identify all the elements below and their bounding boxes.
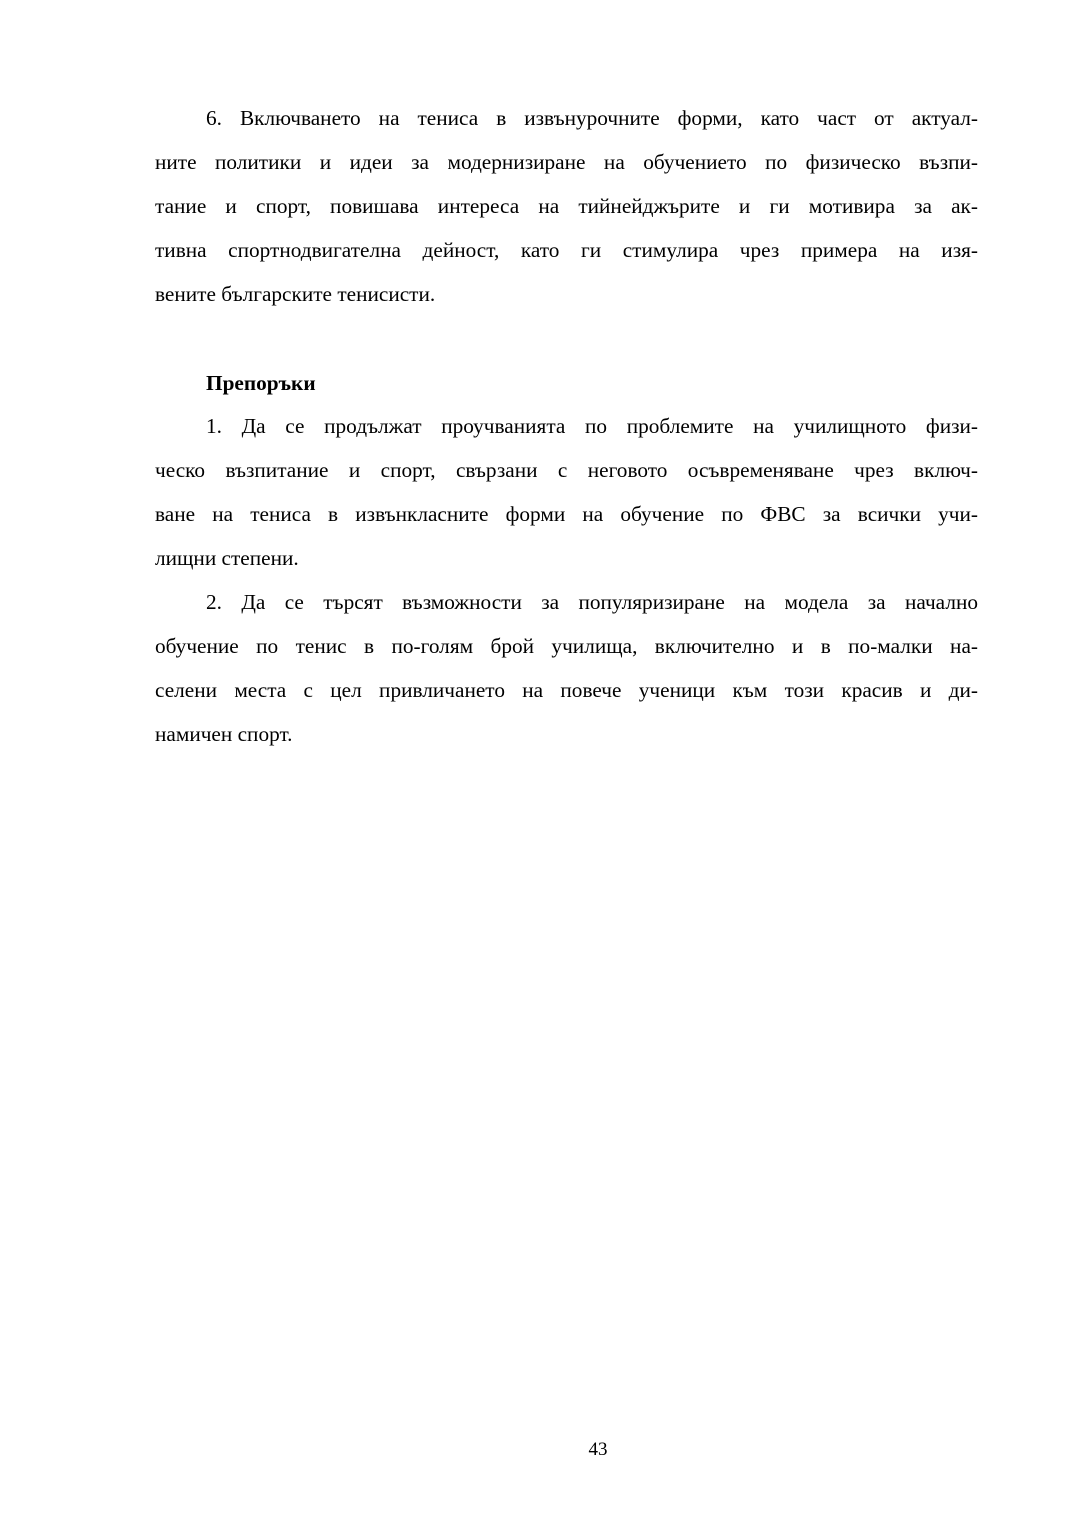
paragraph-line: 1. Да се продължат проучванията по проблемите на училищното физи-: [206, 414, 978, 438]
paragraph-line: ване на тениса в извънкласните форми на обучение по ФВС за всички учи-: [155, 502, 978, 526]
recommendation-item-1: [155, 404, 978, 580]
paragraph-conclusion-6: [155, 96, 978, 316]
paragraph-line: 2. Да се търсят възможности за популяризиране на модела за начално: [206, 590, 978, 614]
recommendation-item-2: [155, 580, 978, 756]
paragraph-line: ческо възпитание и спорт, свързани с неговото осъвременяване чрез включ-: [155, 458, 978, 482]
page-number: 43: [588, 1439, 608, 1460]
paragraph-line: вените българските тенисисти.: [155, 282, 436, 306]
paragraph-line: лищни степени.: [155, 546, 299, 570]
paragraph-line: обучение по тенис в по-голям брой училища, включително и в по-малки на-: [155, 634, 978, 658]
paragraph-line: селени места с цел привличането на повече ученици към този красив и ди-: [155, 678, 978, 702]
recommendations-heading: Препоръки: [206, 371, 316, 395]
paragraph-line: намичен спорт.: [155, 722, 293, 746]
paragraph-line: ните политики и идеи за модернизиране на обучението по физическо възпи-: [155, 150, 978, 174]
paragraph-line: тивна спортнодвигателна дейност, като ги стимулира чрез примера на изя-: [155, 238, 978, 262]
paragraph-line: 6. Включването на тениса в извънурочните форми, като част от актуал-: [206, 106, 978, 130]
paragraph-line: тание и спорт, повишава интереса на тийнейджърите и ги мотивира за ак-: [155, 194, 978, 218]
